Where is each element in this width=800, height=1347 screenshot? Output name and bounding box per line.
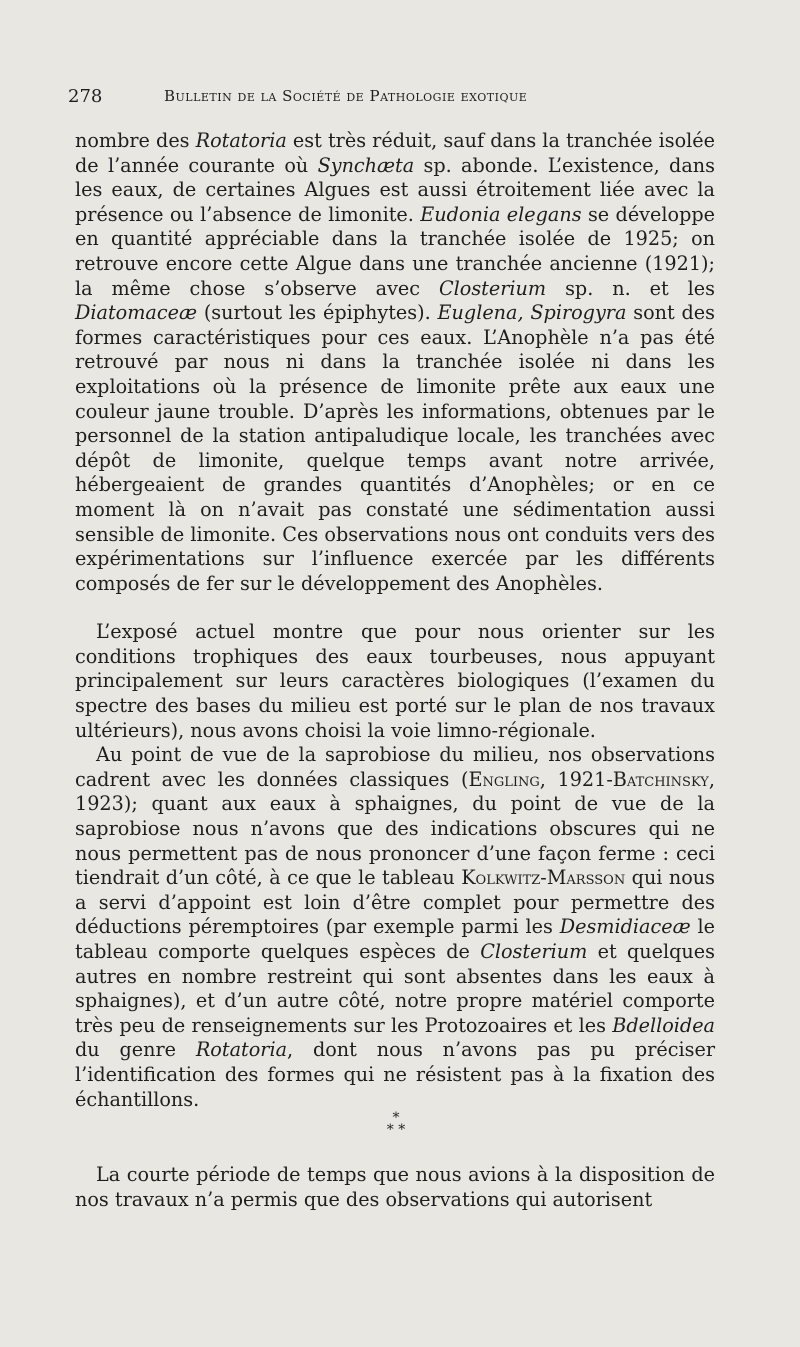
paragraph-2: L’exposé actuel montre que pour nous orienter sur les conditions trophiques des eaux tourbeuses, nous appuyant principalement sur leurs caractères biologiques (l’examen du spectre des bases du milieu est porté sur le plan de nos travaux ultérieurs), nous avons choisi la voie limno-régionale. (75, 620, 715, 742)
body-text (75, 129, 715, 1112)
paragraph-4: La courte période de temps que nous avions à la disposition de nos travaux n’a permis que des observations qui autorisent (75, 1163, 715, 1211)
asterism-top: * (392, 1110, 400, 1126)
paragraph-3: Au point de vue de la saprobiose du milieu, nos observations cadrent avec les données classiques (Engling, 1921-Batchinsky, 1923); quant aux eaux à sphaignes, du point de vue de la saprobiose nous n’avons que des indications obscures qui ne nous permettent pas de nous prononcer d’une façon ferme : ceci tiendrait d’un côté, à ce que le tableau Kolkwitz-Marsson qui nous a servi d’appoint est loin d’être complet pour permettre des déductions péremptoires (par exemple parmi les Desmidiaceæ le tableau comporte quelques espèces de Closterium et quelques autres en nombre restreint qui sont absentes dans les eaux à sphaignes), et d’un autre côté, notre propre matériel comporte très peu de renseignements sur les Protozoaires et les Bdelloidea du genre Rotatoria, dont nous n’avons pas pu préciser l’identification des formes qui ne résistent pas à la fixation des échantillons. (75, 743, 716, 1111)
page-number: 278 (68, 86, 103, 107)
asterism-bottom: * * (386, 1122, 406, 1138)
running-title: Bulletin de la Société de Pathologie exotique (164, 87, 528, 105)
final-text (75, 1163, 715, 1212)
section-asterism (376, 1112, 416, 1136)
page-header (68, 82, 718, 112)
paragraph-1: nombre des Rotatoria est très réduit, sauf dans la tranchée isolée de l’année courante où Synchæta sp. abonde. L’existence, dans les eaux, de certaines Algues est aussi étroitement liée avec la présence ou l’absence de limonite. Eudonia elegans se développe en quantité appréciable dans la tranchée isolée de 1925; on retrouve encore cette Algue dans une tranchée ancienne (1921); la même chose s’observe avec Closterium sp. n. et les Diatomaceæ (surtout les épiphytes). Euglena, Spirogyra sont des formes caractéristiques pour ces eaux. L’Anophèle n’a pas été retrouvé par nous ni dans la tranchée isolée ni dans les exploitations où la présence de limonite prête aux eaux une couleur jaune trouble. D’après les informations, obtenues par le personnel de la station antipaludique locale, les tranchées avec dépôt de limonite, quelque temps avant notre arrivée, hébergeaient de grandes quantités d’Anophèles; or en ce moment là on n’avait pas constaté une sédimentation aussi sensible de limonite. Ces observations nous ont conduits vers des expérimentations sur l’influence exercée par les différents composés de fer sur le développement des Anophèles. (75, 129, 715, 595)
